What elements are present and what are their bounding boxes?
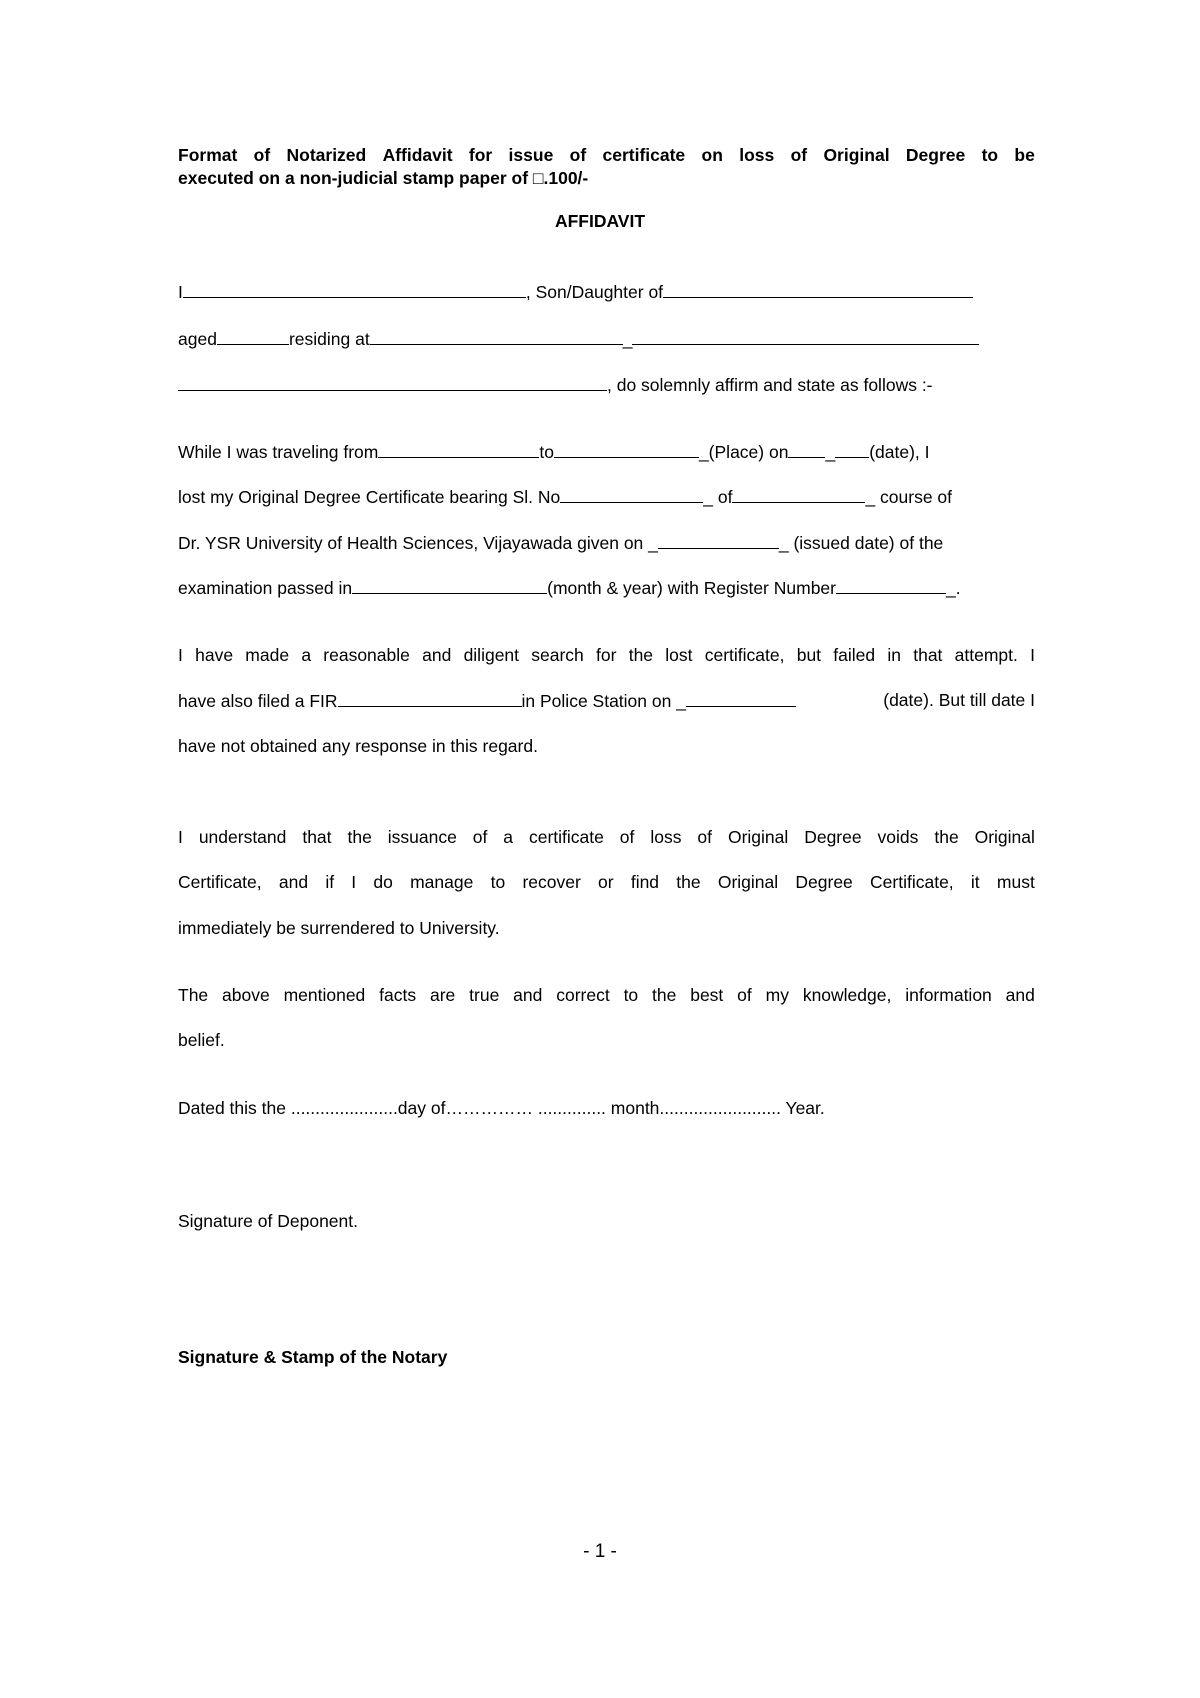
facts-word: my	[765, 985, 789, 1005]
search-word: attempt.	[954, 645, 1018, 665]
issuance-word: issuance	[387, 827, 457, 847]
date-sep: _	[825, 442, 836, 462]
facts-word: and	[513, 985, 543, 1005]
to-place-blank[interactable]	[554, 440, 699, 458]
issuance-word: Original	[717, 872, 779, 892]
facts-word: and	[1005, 985, 1035, 1005]
title-word: issue	[508, 145, 554, 165]
facts-word: to	[623, 985, 639, 1005]
issuance-word: of	[472, 827, 488, 847]
issued-date-label: _ (issued date) of the	[778, 533, 944, 553]
facts-line-1	[178, 984, 1035, 1006]
title-word: Notarized	[286, 145, 367, 165]
issuance-word: I	[351, 872, 357, 892]
issuance-word: Original	[974, 827, 1035, 847]
facts-line-2: belief.	[178, 1030, 225, 1050]
dated-line: Dated this the ......................day of…………… .............. month......................... Year.	[178, 1098, 825, 1118]
title-word: for	[468, 145, 493, 165]
issuance-line-1	[178, 826, 1035, 848]
search-word: I	[178, 645, 183, 665]
issuance-word: that	[302, 827, 332, 847]
issuance-word: manage	[410, 872, 474, 892]
facts-word: above	[222, 985, 270, 1005]
facts-word: The	[178, 985, 209, 1005]
issuance-word: certificate	[528, 827, 604, 847]
title-word: of	[569, 145, 587, 165]
fir-blank[interactable]	[338, 689, 522, 707]
affirm-text: , do solemnly affirm and state as follows :-	[607, 375, 933, 395]
affirm-line	[178, 373, 933, 396]
course-blank[interactable]	[732, 485, 865, 503]
search-word: and	[422, 645, 452, 665]
issuance-word: Degree	[795, 872, 853, 892]
facts-word: best	[690, 985, 724, 1005]
age-blank[interactable]	[217, 327, 289, 345]
issuance-word: or	[598, 872, 614, 892]
son-daughter-label: , Son/Daughter of	[525, 282, 664, 302]
fir-date-blank[interactable]	[686, 689, 796, 707]
address-blank-1[interactable]	[370, 327, 623, 345]
date-blank-2[interactable]	[835, 440, 869, 458]
title-word: on	[701, 145, 723, 165]
search-word: a	[301, 645, 312, 665]
notary-signature-label: Signature & Stamp of the Notary	[178, 1347, 448, 1367]
address-blank-3[interactable]	[178, 373, 607, 391]
address-gap: _	[622, 329, 633, 349]
search-word: but	[796, 645, 822, 665]
issuance-word: of	[697, 827, 713, 847]
issuance-word: the	[676, 872, 701, 892]
parent-name-blank[interactable]	[663, 280, 973, 298]
title-word: Degree	[905, 145, 966, 165]
facts-word: true	[469, 985, 500, 1005]
search-word: I	[1030, 645, 1035, 665]
facts-word: mentioned	[283, 985, 366, 1005]
search-word: reasonable	[323, 645, 410, 665]
register-end: _.	[946, 578, 961, 598]
issued-date-blank[interactable]	[658, 531, 779, 549]
address-blank-2[interactable]	[632, 327, 979, 345]
serial-number-blank[interactable]	[560, 485, 703, 503]
search-word: certificate,	[704, 645, 785, 665]
deponent-signature-label: Signature of Deponent.	[178, 1211, 358, 1231]
university-label: Dr. YSR University of Health Sciences, Vijayawada given on _	[178, 533, 658, 553]
register-number-blank[interactable]	[836, 576, 946, 594]
search-word: failed	[833, 645, 876, 665]
aged-label: aged	[178, 329, 217, 349]
title-word: of	[253, 145, 271, 165]
issuance-word: Degree	[804, 827, 862, 847]
page-number: - 1 -	[583, 1541, 617, 1562]
fir-line	[178, 689, 1035, 712]
issuance-word: voids	[877, 827, 919, 847]
name-blank[interactable]	[183, 280, 526, 298]
to-label: to	[539, 442, 554, 462]
age-residence-line	[178, 327, 979, 350]
title-word: be	[1014, 145, 1035, 165]
facts-word: correct	[556, 985, 610, 1005]
title-word: Format	[178, 145, 238, 165]
register-label: (month & year) with Register Number	[547, 578, 836, 598]
exam-month-blank[interactable]	[352, 576, 547, 594]
issuance-word: recover	[522, 872, 581, 892]
issuance-word: loss	[650, 827, 682, 847]
search-word: have	[195, 645, 234, 665]
title-word: of	[790, 145, 808, 165]
facts-word: the	[652, 985, 677, 1005]
response-line: have not obtained any response in this regard.	[178, 736, 538, 756]
issuance-word: it	[970, 872, 980, 892]
course-label: _ course of	[865, 487, 953, 507]
university-line	[178, 531, 943, 554]
facts-word: knowledge,	[802, 985, 892, 1005]
of-label: _ of	[703, 487, 733, 507]
issuance-word: of	[619, 827, 635, 847]
issuance-word: the	[347, 827, 372, 847]
i-label: I	[178, 282, 183, 302]
travel-line	[178, 440, 930, 463]
serial-label: lost my Original Degree Certificate bearing Sl. No	[178, 487, 561, 507]
exam-label: examination passed in	[178, 578, 353, 598]
title-word: to	[981, 145, 999, 165]
search-word: made	[245, 645, 290, 665]
search-word: search	[531, 645, 584, 665]
issuance-word: to	[490, 872, 506, 892]
search-word: in	[887, 645, 901, 665]
search-word: lost	[665, 645, 693, 665]
document-title-line-2: executed on a non-judicial stamp paper of □.100/-	[178, 168, 589, 188]
search-word: that	[913, 645, 943, 665]
title-word: Affidavit	[382, 145, 453, 165]
issuance-line-3: immediately be surrendered to University.	[178, 918, 500, 938]
search-word: the	[628, 645, 654, 665]
issuance-word: Original	[727, 827, 789, 847]
issuance-word: and	[278, 872, 309, 892]
fir-date-label: (date). But till date I	[883, 690, 1035, 710]
document-title-line-1	[178, 144, 1035, 166]
issuance-line-2	[178, 871, 1035, 893]
issuance-word: Certificate,	[870, 872, 954, 892]
title-word: Original	[823, 145, 890, 165]
issuance-word: if	[325, 872, 335, 892]
issuance-word: a	[503, 827, 514, 847]
fir-label: have also filed a FIR	[178, 691, 338, 711]
date-blank-1[interactable]	[788, 440, 825, 458]
search-line	[178, 644, 1035, 666]
facts-word: are	[429, 985, 456, 1005]
facts-word: facts	[379, 985, 417, 1005]
certificate-number-line	[178, 485, 952, 508]
issuance-word: the	[934, 827, 959, 847]
affidavit-heading: AFFIDAVIT	[554, 211, 646, 231]
title-word: loss	[739, 145, 775, 165]
deponent-name-line	[178, 280, 973, 303]
issuance-word: must	[996, 872, 1035, 892]
issuance-word: understand	[198, 827, 287, 847]
search-word: diligent	[463, 645, 520, 665]
date-label: (date), I	[869, 442, 930, 462]
examination-line	[178, 576, 961, 599]
title-word: certificate	[602, 145, 686, 165]
facts-word: of	[737, 985, 752, 1005]
residing-label: residing at	[288, 329, 370, 349]
from-place-blank[interactable]	[378, 440, 539, 458]
police-label: in Police Station on _	[521, 691, 686, 711]
issuance-word: do	[373, 872, 393, 892]
issuance-word: Certificate,	[178, 872, 262, 892]
place-on-label: _(Place) on	[698, 442, 789, 462]
travel-from-label: While I was traveling from	[178, 442, 379, 462]
search-word: for	[596, 645, 617, 665]
facts-word: information	[905, 985, 992, 1005]
issuance-word: find	[630, 872, 660, 892]
issuance-word: I	[178, 827, 183, 847]
